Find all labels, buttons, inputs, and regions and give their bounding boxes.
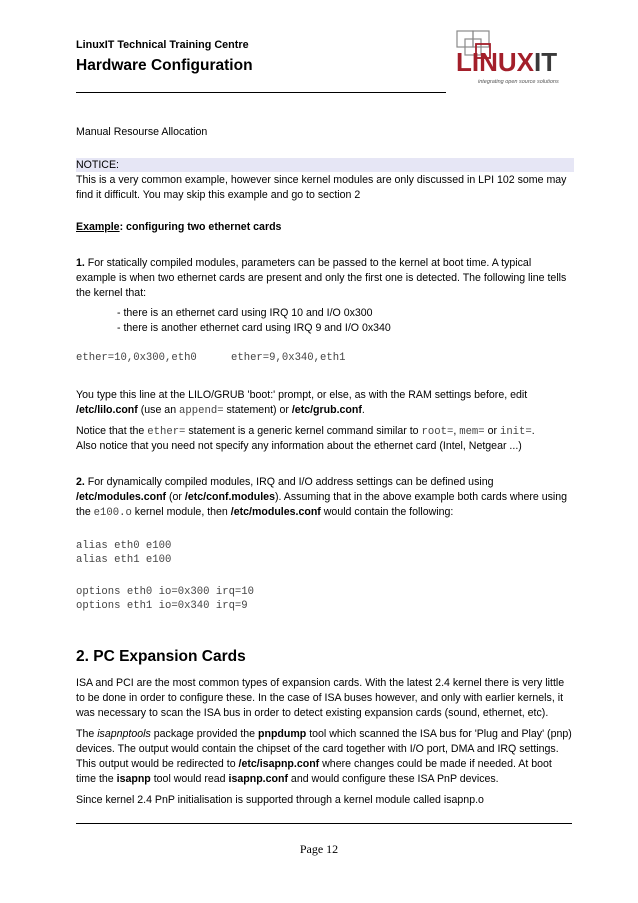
- grub-conf: /etc/grub.conf: [291, 404, 362, 416]
- mem-code: mem=: [459, 426, 485, 438]
- p5-line-1: ISA and PCI are the most common types of expansion cards. With the latest 2.4 kernel there is very little: [76, 677, 565, 689]
- section-heading-expansion: 2. PC Expansion Cards: [76, 648, 246, 665]
- p6-l4b: tool would read: [150, 773, 229, 785]
- p1-line-2: example is when two ethernet cards are present and only the first one is detected. The following line tells: [76, 272, 567, 284]
- logo-linux: LINUX: [456, 47, 534, 77]
- example-word: Example: [76, 221, 120, 233]
- p3-a: Notice that the: [76, 425, 148, 437]
- p3-c: ,: [453, 425, 460, 437]
- p3-e: .: [531, 425, 535, 437]
- p7-line: Since kernel 2.4 PnP initialisation is supported through a kernel module called isapnp.o: [76, 794, 484, 806]
- notice-highlight: [76, 158, 574, 172]
- p4-the: the: [76, 506, 94, 518]
- ether-code: ether=: [147, 426, 186, 438]
- notice-label: NOTICE:: [76, 159, 119, 171]
- example-heading: [76, 220, 281, 235]
- p6-line-4: [76, 772, 499, 787]
- code-alias-2: alias eth1 e100: [76, 554, 172, 566]
- modules-conf: /etc/modules.conf: [76, 491, 167, 503]
- p4-rest: ). Assuming that in the above example both cards where using: [274, 491, 568, 503]
- p6-l3a: This output would be redirected to: [76, 758, 239, 770]
- p2-dot: .: [361, 404, 365, 416]
- p2-use: (use an: [137, 404, 180, 416]
- p1-line-1: [76, 256, 531, 271]
- p4-or: (or: [166, 491, 185, 503]
- logo-tagline: integrating open source solutions: [478, 79, 559, 85]
- p6-line-2: devices. The output would contain the chipset of the card together with I/O port, DMA and IRQ settings.: [76, 743, 559, 755]
- p4-text: For dynamically compiled modules, IRQ and I/O address settings can be defined using: [84, 476, 494, 488]
- lilo-conf: /etc/lilo.conf: [76, 404, 138, 416]
- p5-line-3: was necessary to scan the ISA bus in order to detect existing expansion cards (sound, ethernet, etc).: [76, 707, 549, 719]
- p4-kernel: kernel module, then: [131, 506, 231, 518]
- p4-line-2: [76, 490, 567, 505]
- p1-line-3: the kernel that:: [76, 287, 147, 299]
- p1-bullet-1: - there is an ethernet card using IRQ 10 and I/O 0x300: [117, 307, 373, 319]
- p6-l3b: where changes could be made if needed. At boot: [319, 758, 552, 770]
- notice-line-1: This is a very common example, however since kernel modules are only discussed in LPI 102 some may: [76, 174, 567, 186]
- p3-b: statement is a generic kernel command similar to: [185, 425, 422, 437]
- modules-conf-2: /etc/modules.conf: [230, 506, 321, 518]
- p4-number: 2.: [76, 476, 85, 488]
- code-alias-1: alias eth0 e100: [76, 540, 172, 552]
- p3-line-1: [76, 424, 535, 440]
- pnpdump: pnpdump: [258, 728, 307, 740]
- code-ether-b: ether=9,0x340,eth1: [231, 352, 346, 364]
- p6-the: The: [76, 728, 98, 740]
- code-ether-a: ether=10,0x300,eth0: [76, 352, 197, 364]
- isapnp-conf-path: /etc/isapnp.conf: [238, 758, 320, 770]
- p4-line-3: [76, 505, 453, 521]
- logo-it: IT: [534, 47, 558, 77]
- page-title: Hardware Configuration: [76, 57, 253, 74]
- header-rule: [76, 92, 446, 93]
- isapnp-tool: isapnp: [116, 773, 151, 785]
- p2-line-2: [76, 403, 365, 419]
- p6-l4c: and would configure these ISA PnP devices.: [287, 773, 499, 785]
- conf-modules: /etc/conf.modules: [184, 491, 275, 503]
- example-rest: : configuring two ethernet cards: [119, 221, 282, 233]
- isapnptools: isapnptools: [97, 728, 151, 740]
- p3-line-2: Also notice that you need not specify any information about the ethernet card (Intel, Netgear ...): [76, 440, 522, 452]
- p4-contain: would contain the following:: [320, 506, 454, 518]
- code-options-2: options eth1 io=0x340 irq=9: [76, 600, 248, 612]
- p2-line-1: You type this line at the LILO/GRUB 'boot:' prompt, or else, as with the RAM settings before, edit: [76, 389, 528, 401]
- init-code: init=: [499, 426, 532, 438]
- p1-number: 1.: [76, 257, 85, 269]
- root-code: root=: [421, 426, 454, 438]
- p6-pkg: package provided the: [150, 728, 259, 740]
- p2-stmt: statement) or: [223, 404, 292, 416]
- code-options-1: options eth0 io=0x300 irq=10: [76, 586, 255, 598]
- e100-code: e100.o: [93, 507, 132, 519]
- p6-l4a: time the: [76, 773, 117, 785]
- footer-rule: [76, 823, 572, 824]
- notice-line-2: find it difficult. You may skip this example and go to section 2: [76, 189, 361, 201]
- p1-text: For statically compiled modules, parameters can be passed to the kernel at boot time. A typical: [84, 257, 532, 269]
- p3-d: or: [484, 425, 500, 437]
- isapnp-conf: isapnp.conf: [228, 773, 288, 785]
- p4-line-1: [76, 475, 494, 490]
- p6-line-3: [76, 757, 552, 772]
- p5-line-2: to be done in order to configure these. In the case of ISA buses however, and only with earlier kernels, it: [76, 692, 564, 704]
- section-heading-manual: Manual Resourse Allocation: [76, 126, 208, 138]
- linuxit-logo: [456, 30, 576, 90]
- p6-line-1: [76, 727, 572, 742]
- page-number: Page 12: [299, 842, 339, 856]
- org-name: LinuxIT Technical Training Centre: [76, 39, 249, 51]
- append-code: append=: [179, 405, 224, 417]
- p1-bullet-2: - there is another ethernet card using IRQ 9 and I/O 0x340: [117, 322, 391, 334]
- p6-tool: tool which scanned the ISA bus for 'Plug and Play' (pnp): [306, 728, 572, 740]
